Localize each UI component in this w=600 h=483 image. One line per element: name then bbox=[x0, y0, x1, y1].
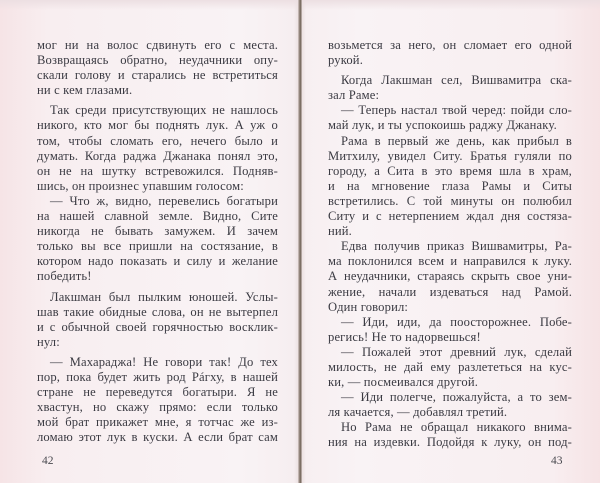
text-line: Митхилу, увидел Ситу. Братья гуляли по bbox=[328, 148, 572, 163]
left-page bbox=[0, 0, 298, 483]
text-line: возьмется за него, он сломает его одной bbox=[328, 38, 572, 52]
text-line: мог ни на волос сдвинуть его с места. bbox=[37, 38, 278, 52]
text-line: нул: bbox=[37, 334, 60, 349]
text-line: — Что ж, видно, перевелись богатыри bbox=[50, 193, 278, 208]
text-line: Рама в первый же день, как прибыл в bbox=[341, 133, 572, 148]
paragraph bbox=[328, 38, 572, 68]
paragraph bbox=[328, 239, 572, 314]
text-line: котором надо показать и силу и желание bbox=[37, 254, 278, 269]
paragraph bbox=[328, 134, 572, 240]
paragraph bbox=[37, 38, 278, 98]
text-line: Когда Лакшман сел, Вишвамитра ска- bbox=[341, 73, 572, 88]
text-line: — Иди, иди, да поосторожнее. Побе- bbox=[341, 314, 572, 329]
text-line: май лук, и ты успокоишь раджу Джанаку. bbox=[328, 118, 557, 133]
text-line: думать. Когда раджа Джанака понял это, bbox=[37, 148, 278, 163]
right-page bbox=[302, 0, 600, 483]
page-number: 43 bbox=[551, 455, 563, 467]
text-line: Возвращаясь обратно, неудачники опу- bbox=[37, 53, 278, 68]
text-line: городу, а Сита в это время шла в храм, bbox=[328, 163, 572, 178]
text-line: — Теперь настал твой черед: пойди сло- bbox=[341, 103, 572, 118]
text-line: он не на шутку встревожился. Подняв- bbox=[37, 163, 278, 178]
text-line: А неудачники, стараясь скрыть свое уни- bbox=[328, 269, 572, 284]
text-line: ма поклонился всем и направился к луку. bbox=[328, 254, 572, 269]
text-line: рукой. bbox=[328, 53, 363, 68]
paragraph bbox=[328, 73, 572, 103]
text-line: Один говорил: bbox=[328, 299, 409, 314]
page-number: 42 bbox=[42, 455, 54, 467]
right-page-text bbox=[328, 38, 572, 451]
text-line: никогда не бывать замужем. И зачем bbox=[37, 224, 278, 239]
text-line: милость, не дай ему разлететься на кус- bbox=[328, 359, 572, 374]
text-line: Ситу и с нетерпением ждал дня состяза- bbox=[328, 209, 572, 224]
text-line: том, чтобы сломать его, нечего было и bbox=[37, 133, 278, 148]
text-line: — Иди полегче, пожалуйста, а то зем- bbox=[341, 390, 572, 405]
text-line: и с обычной своей горячностью восклик- bbox=[37, 319, 278, 334]
paragraph bbox=[37, 103, 278, 194]
text-line: мой брат прикажет мне, я тотчас же из- bbox=[37, 415, 278, 430]
text-line: ломаю этот лук в куски. А если брат сам bbox=[37, 430, 278, 445]
text-line: Едва получив приказ Вишвамитры, Ра- bbox=[341, 239, 572, 254]
text-line: регись! Не то надорвешься! bbox=[328, 329, 481, 344]
text-line: ния на издевки. Подойдя к луку, он под- bbox=[328, 435, 572, 450]
paragraph bbox=[328, 103, 572, 133]
text-line: на нашей славной земле. Видно, Сите bbox=[37, 209, 278, 224]
text-line: шав такие обидные слова, он не вытерпел bbox=[37, 304, 278, 319]
text-line: и на мгновение глаза Рамы и Ситы bbox=[328, 178, 572, 193]
text-line: Лакшман был пылким юношей. Услы- bbox=[50, 289, 278, 304]
text-line: жение, начали издеваться над Рамой. bbox=[328, 284, 572, 299]
text-line: ля качается, — добавлял третий. bbox=[328, 405, 508, 420]
text-line: ний. bbox=[328, 224, 352, 239]
left-page-text bbox=[37, 38, 278, 445]
paragraph bbox=[37, 355, 278, 446]
text-line: Так среди присутствующих не нашлось bbox=[50, 103, 278, 118]
text-line: пор, пока будет жить род Рáгху, в нашей bbox=[37, 369, 278, 384]
paragraph bbox=[328, 390, 572, 420]
text-line: встретились. С той минуты он полюбил bbox=[328, 193, 572, 208]
paragraph bbox=[328, 345, 572, 390]
text-line: ни с кем глазами. bbox=[37, 83, 133, 98]
text-line: — Махараджа! Не говори так! До тех bbox=[50, 354, 278, 369]
paragraph bbox=[328, 420, 572, 450]
text-line: ки, — посмеивался другой. bbox=[328, 375, 479, 390]
text-line: победить! bbox=[37, 269, 92, 284]
text-line: стране не переведутся богатыри. Я не bbox=[37, 385, 278, 400]
paragraph bbox=[37, 194, 278, 285]
text-line: шись, он произнес упавшим голосом: bbox=[37, 178, 244, 193]
text-line: скали голову и старались не встретиться bbox=[37, 68, 278, 83]
text-line: хвастун, но скажу прямо: если только bbox=[37, 400, 278, 415]
paragraph bbox=[37, 290, 278, 350]
text-line: только вы все пришли на состязание, в bbox=[37, 239, 278, 254]
text-line: — Пожалей этот древний лук, сделай bbox=[341, 344, 572, 359]
text-line: зал Раме: bbox=[328, 88, 380, 103]
paragraph bbox=[328, 315, 572, 345]
text-line: Но Рама не обращал никакого внима- bbox=[341, 420, 572, 435]
text-line: никого, кто мог бы поднять лук. А уж о bbox=[37, 118, 278, 133]
